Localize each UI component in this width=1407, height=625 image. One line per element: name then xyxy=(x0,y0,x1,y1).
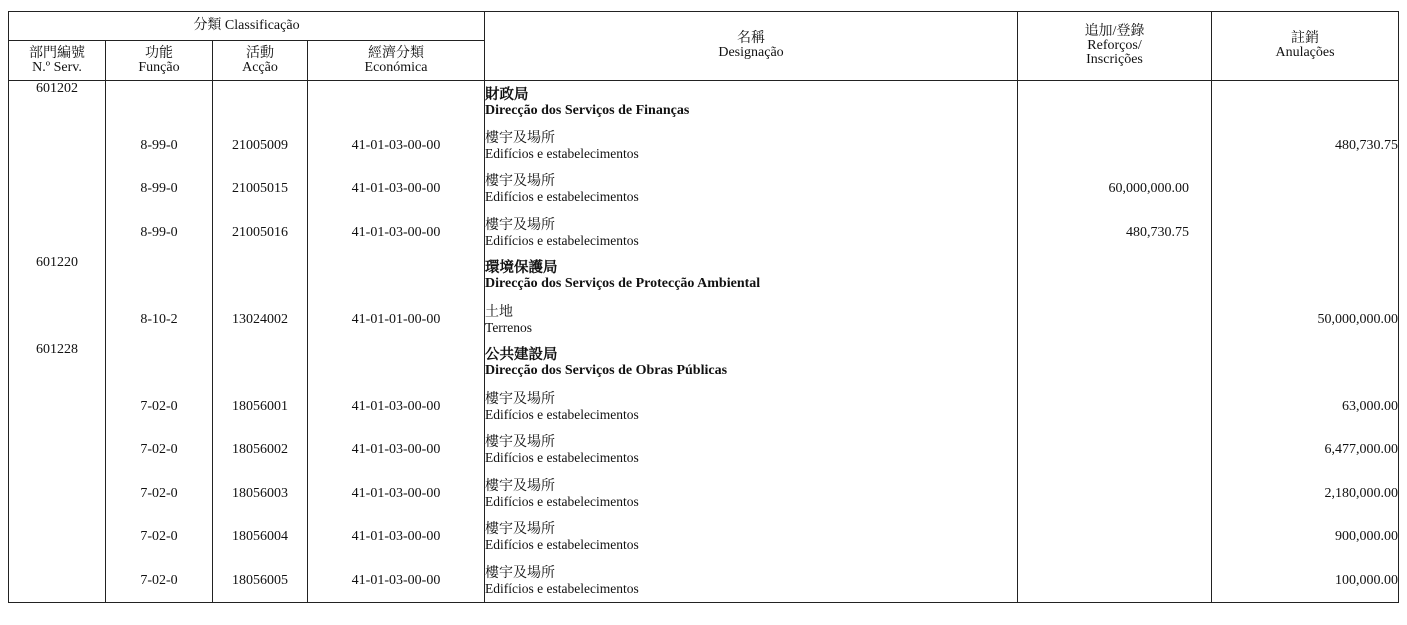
designation-cell xyxy=(485,81,1018,125)
function-header-zh: 功能 xyxy=(145,45,173,61)
economic-code-cell: 41-01-03-00-00 xyxy=(308,472,485,516)
designation-pt: Direcção dos Serviços de Finanças xyxy=(485,102,690,118)
economic-header-zh: 經濟分類 xyxy=(368,45,424,61)
annulment-amount-cell: 50,000,000.00 xyxy=(1212,298,1399,342)
designation-pt: Edifícios e estabelecimentos xyxy=(485,232,639,248)
designation-zh: 財政局 xyxy=(485,86,529,103)
table-header xyxy=(9,12,1399,81)
designation-pt: Edifícios e estabelecimentos xyxy=(485,580,639,596)
action-code-cell xyxy=(213,81,308,125)
dept-number-header xyxy=(9,41,106,81)
designation-zh: 樓宇及場所 xyxy=(485,390,556,407)
reinforcement-amount-cell xyxy=(1018,255,1212,299)
dept-number-cell xyxy=(9,472,106,516)
department-row xyxy=(9,81,1399,125)
reinforcement-amount-cell xyxy=(1018,516,1212,560)
designation-cell xyxy=(485,429,1018,473)
economic-code-cell xyxy=(308,342,485,386)
economic-code-cell: 41-01-03-00-00 xyxy=(308,385,485,429)
designation-pt: Terrenos xyxy=(485,319,533,335)
function-code-cell: 7-02-0 xyxy=(106,559,213,603)
designation-pt: Edifícios e estabelecimentos xyxy=(485,406,639,422)
designation-zh: 樓宇及場所 xyxy=(485,521,556,538)
action-code-cell: 18056002 xyxy=(213,429,308,473)
economic-code-cell xyxy=(308,81,485,125)
annulment-amount-cell: 480,730.75 xyxy=(1212,124,1399,168)
designation-zh: 環境保護局 xyxy=(485,260,558,277)
action-code-cell: 18056004 xyxy=(213,516,308,560)
dept-number-cell: 601202 xyxy=(9,81,106,125)
annulments-header xyxy=(1212,12,1399,81)
designation-pt: Direcção dos Serviços de Obras Públicas xyxy=(485,363,728,379)
reinforcements-header-zh: 追加/登錄 xyxy=(1084,24,1145,39)
designation-zh: 土地 xyxy=(485,303,514,320)
function-code-cell: 8-99-0 xyxy=(106,124,213,168)
action-code-cell: 18056001 xyxy=(213,385,308,429)
action-code-cell xyxy=(213,342,308,386)
dept-number-cell xyxy=(9,385,106,429)
designation-cell xyxy=(485,168,1018,212)
designation-zh: 樓宇及場所 xyxy=(485,434,556,451)
economic-header xyxy=(308,41,485,81)
budget-line-row xyxy=(9,472,1399,516)
dept-number-cell xyxy=(9,124,106,168)
function-code-cell: 7-02-0 xyxy=(106,429,213,473)
dept-number-cell xyxy=(9,429,106,473)
designation-zh: 公共建設局 xyxy=(485,347,558,364)
designation-cell xyxy=(485,342,1018,386)
designation-cell xyxy=(485,124,1018,168)
reinforcement-amount-cell xyxy=(1018,559,1212,603)
action-header-pt: Acção xyxy=(242,59,278,75)
dept-number-header-pt: N.º Serv. xyxy=(32,59,82,75)
function-code-cell: 8-10-2 xyxy=(106,298,213,342)
designation-pt: Edifícios e estabelecimentos xyxy=(485,450,639,466)
dept-number-cell xyxy=(9,168,106,212)
department-row xyxy=(9,342,1399,386)
action-code-cell: 21005015 xyxy=(213,168,308,212)
budget-line-row xyxy=(9,168,1399,212)
action-code-cell xyxy=(213,255,308,299)
reinforcement-amount-cell xyxy=(1018,385,1212,429)
dept-number-cell: 601220 xyxy=(9,255,106,299)
reinforcements-header xyxy=(1018,12,1212,81)
budget-line-row xyxy=(9,385,1399,429)
action-code-cell: 13024002 xyxy=(213,298,308,342)
action-code-cell: 18056003 xyxy=(213,472,308,516)
reinforcements-header-pt1: Reforços/ xyxy=(1087,38,1142,53)
action-header xyxy=(213,41,308,81)
economic-code-cell xyxy=(308,255,485,299)
designation-cell xyxy=(485,255,1018,299)
department-row xyxy=(9,255,1399,299)
action-code-cell: 18056005 xyxy=(213,559,308,603)
economic-code-cell: 41-01-03-00-00 xyxy=(308,559,485,603)
function-code-cell xyxy=(106,81,213,125)
function-code-cell: 7-02-0 xyxy=(106,385,213,429)
function-header-pt: Função xyxy=(138,59,180,75)
annulments-header-zh: 註銷 xyxy=(1291,31,1320,46)
annulment-amount-cell xyxy=(1212,168,1399,212)
budget-line-row xyxy=(9,516,1399,560)
reinforcement-amount-cell: 480,730.75 xyxy=(1018,211,1212,255)
economic-code-cell: 41-01-01-00-00 xyxy=(308,298,485,342)
reinforcement-amount-cell xyxy=(1018,342,1212,386)
economic-code-cell: 41-01-03-00-00 xyxy=(308,429,485,473)
dept-number-cell: 601228 xyxy=(9,342,106,386)
action-header-zh: 活動 xyxy=(246,45,274,61)
budget-line-row xyxy=(9,298,1399,342)
designation-zh: 樓宇及場所 xyxy=(485,564,556,581)
annulment-amount-cell: 2,180,000.00 xyxy=(1212,472,1399,516)
annulment-amount-cell xyxy=(1212,342,1399,386)
annulment-amount-cell xyxy=(1212,211,1399,255)
economic-code-cell: 41-01-03-00-00 xyxy=(308,124,485,168)
economic-code-cell: 41-01-03-00-00 xyxy=(308,211,485,255)
function-code-cell: 7-02-0 xyxy=(106,516,213,560)
designation-header-pt: Designação xyxy=(718,45,784,60)
reinforcements-header-pt2: Inscrições xyxy=(1086,52,1143,67)
budget-line-row xyxy=(9,429,1399,473)
designation-pt: Edifícios e estabelecimentos xyxy=(485,537,639,553)
function-code-cell xyxy=(106,342,213,386)
annulment-amount-cell: 6,477,000.00 xyxy=(1212,429,1399,473)
action-code-cell: 21005009 xyxy=(213,124,308,168)
budget-line-row xyxy=(9,559,1399,603)
annulment-amount-cell xyxy=(1212,81,1399,125)
designation-zh: 樓宇及場所 xyxy=(485,216,556,233)
annulment-amount-cell: 63,000.00 xyxy=(1212,385,1399,429)
designation-cell xyxy=(485,472,1018,516)
designation-zh: 樓宇及場所 xyxy=(485,173,556,190)
dept-number-cell xyxy=(9,559,106,603)
designation-header xyxy=(485,12,1018,81)
function-code-cell: 7-02-0 xyxy=(106,472,213,516)
function-code-cell xyxy=(106,255,213,299)
function-code-cell: 8-99-0 xyxy=(106,211,213,255)
classification-header: 分類 Classificação xyxy=(9,12,485,41)
economic-code-cell: 41-01-03-00-00 xyxy=(308,168,485,212)
designation-cell xyxy=(485,298,1018,342)
economic-code-cell: 41-01-03-00-00 xyxy=(308,516,485,560)
designation-cell xyxy=(485,211,1018,255)
annulment-amount-cell xyxy=(1212,255,1399,299)
budget-line-row xyxy=(9,211,1399,255)
function-header xyxy=(106,41,213,81)
annulments-header-pt: Anulações xyxy=(1275,45,1335,60)
dept-number-cell xyxy=(9,298,106,342)
designation-header-zh: 名稱 xyxy=(737,31,766,46)
dept-number-cell xyxy=(9,211,106,255)
designation-pt: Direcção dos Serviços de Protecção Ambiental xyxy=(485,276,761,292)
annulment-amount-cell: 100,000.00 xyxy=(1212,559,1399,603)
reinforcement-amount-cell: 60,000,000.00 xyxy=(1018,168,1212,212)
designation-cell xyxy=(485,559,1018,603)
annulment-amount-cell: 900,000.00 xyxy=(1212,516,1399,560)
reinforcement-amount-cell xyxy=(1018,472,1212,516)
reinforcement-amount-cell xyxy=(1018,124,1212,168)
function-code-cell: 8-99-0 xyxy=(106,168,213,212)
reinforcement-amount-cell xyxy=(1018,429,1212,473)
budget-table xyxy=(8,11,1399,603)
reinforcement-amount-cell xyxy=(1018,81,1212,125)
designation-zh: 樓宇及場所 xyxy=(485,477,556,494)
budget-line-row xyxy=(9,124,1399,168)
economic-header-pt: Económica xyxy=(364,59,428,75)
dept-number-header-zh: 部門編號 xyxy=(29,45,85,61)
dept-number-cell xyxy=(9,516,106,560)
reinforcement-amount-cell xyxy=(1018,298,1212,342)
designation-cell xyxy=(485,385,1018,429)
designation-pt: Edifícios e estabelecimentos xyxy=(485,145,639,161)
designation-pt: Edifícios e estabelecimentos xyxy=(485,189,639,205)
table-body xyxy=(9,81,1399,603)
designation-zh: 樓宇及場所 xyxy=(485,129,556,146)
designation-pt: Edifícios e estabelecimentos xyxy=(485,493,639,509)
designation-cell xyxy=(485,516,1018,560)
action-code-cell: 21005016 xyxy=(213,211,308,255)
